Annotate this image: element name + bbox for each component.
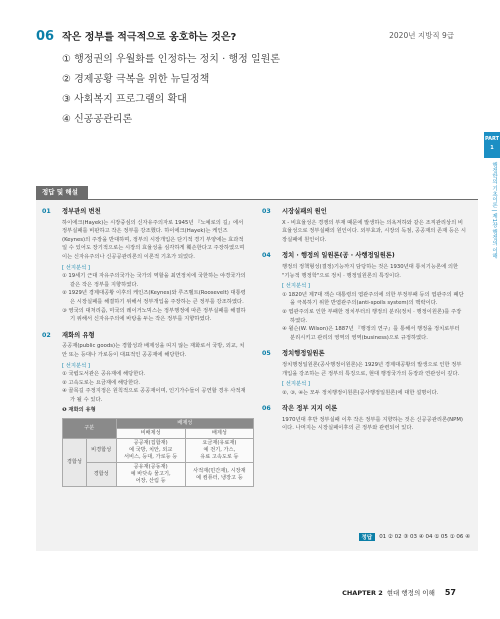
sub-label: [ 선지분석 ] (282, 381, 310, 388)
section-05 (262, 350, 466, 397)
list-item: ① 1820년 제7대 잭슨 대통령의 엽관주의에 의한 부정부패 등의 엽관주의 폐단을 극복하기 위한 반엽관주의(anti-spoils system)의 맥락이다. (282, 291, 464, 307)
table-row (63, 463, 254, 487)
answer-area (36, 199, 478, 551)
table-header-group: 구분 (63, 419, 117, 439)
section-body: 공공재(public goods)는 경합성과 배제성을 띠지 않는 재화로서 국방, 외교, 치안 또는 등대나 가로등이 대표적인 공공재에 해당한다. (62, 343, 245, 358)
section-02 (42, 332, 246, 487)
page-number: 57 (444, 588, 456, 597)
question-number: 06 (36, 29, 55, 44)
table-cell: 사적재(민간재), 시장재 예 컴퓨터, 냉장고 등 (185, 463, 253, 487)
part-side-text: 행정학의 기초이론 | 제1장 행정의 이해 (491, 162, 497, 259)
section-body: X - 비효율성은 경쟁의 부재 때문에 발생하는 의욕저하와 같은 조직관리상의 비효율성으로 정부실패의 원인이다. 외부효과, 시장의 독점, 공공재의 존재 등은 시장실패에 원인이다. (282, 219, 466, 243)
section-01 (42, 208, 246, 324)
question-source: 2020년 지방직 9급 (389, 31, 454, 40)
goods-table (62, 418, 254, 487)
section-title: 재화의 유형 (62, 331, 95, 339)
option-3[interactable]: ③ 사회복지 프로그램의 확대 (62, 94, 187, 105)
list-item: ④ 윌슨(W. Wilson)은 1887년 『행정의 연구』를 통해서 행정을 정치로부터 분리시키고 관리의 영역의 영역(business)으로 규정하였다. (282, 326, 460, 341)
table-row (63, 439, 254, 463)
answer-key (359, 533, 470, 541)
table-cell: 공공재(집합재) 예 국방, 치안, 외교 서비스, 등대, 가로등 등 (116, 439, 185, 463)
list-item: ① 국립도서관은 공유재에 해당한다. (62, 371, 146, 378)
table-row-group: 경합성 (63, 439, 87, 487)
table-col-header: 비배제성 (116, 429, 185, 439)
section-number: 06 (262, 405, 271, 413)
answer-key-text: 01 ② 02 ③ 03 ④ 04 ① 05 ① 06 ④ (379, 534, 470, 540)
footer-title: 현대 행정의 이해 (386, 589, 435, 597)
section-title: 정치행정일원론 (282, 350, 325, 358)
section-04 (262, 252, 466, 342)
table-row-label: 비경합성 (86, 439, 116, 463)
section-body: 하이에크(Hayek)는 시장중심의 신자유주의자로 1945년 『노예로의 길』에서 정부실패를 비판하고 작은 정부를 강조했다. 하이에크(Hayek)는 케인즈(Keynes)의 주장을 반대하며, 정부의 시장개입은 단기적 경기 부양에는 효과적일 수 있어도 장기적으로는 시장의 효율성을 심각하게 훼손한다고 주장하였으며 이는 신자유주의나 신공공관리론의 이론적 기초가 되었다. (62, 219, 245, 260)
section-body: 정치행정일원론(공사행정이원론)은 1929년 경제대공황의 발생으로 인한 정부개입을 강조하는 큰 정부의 특징으로, 현대 행정국가의 등장과 연관성이 깊다. (282, 361, 462, 377)
section-03 (262, 208, 466, 244)
page-footer (342, 588, 456, 597)
section-title: 정치 · 행정의 일원론(공 · 사행정일원론) (282, 252, 395, 260)
left-column (42, 208, 246, 495)
list-item: ② 1929년 경제대공황 이후의 케인즈(Keynes)와 루즈벨트(Roosevelt) 대통령은 시장실패를 해결하기 위해서 정부개입을 주장하는 큰 정부를 강조하였다. (62, 290, 246, 305)
section-number: 03 (262, 208, 271, 215)
answer-label: 정답 및 해설 (36, 186, 88, 199)
option-4[interactable]: ④ 신공공관리론 (62, 114, 133, 125)
section-number: 02 (42, 331, 51, 339)
table-cell: 요금재(유료재) 예 전기, 가스, 유료 고속도로 등 (185, 439, 253, 463)
table-title: ❶ 재화의 유형 (62, 407, 96, 414)
list-item: ① 19세기 근대 자유주의국가는 국가의 역할을 최연정치에 국한하는 야경국가의 같은 작은 정부를 지향하였다. (62, 273, 246, 288)
list-item: ③ 영국의 대처리즘, 미국의 레이거노믹스는 정부행정에 따른 정부실패를 해결하기 위해서 신자유주의에 바탕을 두는 작은 정부를 지향하였다. (62, 307, 246, 323)
question-options (62, 50, 456, 130)
table-cell: 공유재(공동재) 예 바닷속 물고기, 어장, 산림 등 (116, 463, 185, 487)
sub-label: [ 선지분석 ] (282, 283, 310, 290)
list-item: ④ 골목길 주정지정은 원칙적으로 공공재이며, 인기가수들이 공연할 경우 사적재가 될 수 있다. (62, 388, 246, 403)
right-column (262, 208, 466, 441)
section-body: 1970년대 후반 정부실패 이후 작은 정부를 지향하는 것은 신공공관리론(NPM)이다. 나머지는 시장실패이후의 큰 정부와 관련되어 있다. (282, 416, 463, 432)
option-2[interactable]: ② 경제공황 극복을 위한 뉴딜정책 (62, 74, 210, 85)
part-tab: PART 1 (484, 132, 500, 158)
list-item: ② 고속도로는 요금재에 해당한다. (62, 379, 141, 386)
table-col-group: 배제성 (116, 419, 254, 429)
option-1[interactable]: ① 행정권의 우월화를 인정하는 정치 · 행정 일원론 (62, 54, 280, 65)
question-text: 작은 정부를 적극적으로 옹호하는 것은? (62, 32, 237, 43)
section-title: 정부관의 변천 (62, 208, 101, 215)
footer-chapter: CHAPTER 2 (342, 588, 383, 597)
section-number: 01 (42, 208, 51, 215)
section-06 (262, 405, 466, 433)
section-number: 04 (262, 252, 271, 260)
section-title: 작은 정부 지지 이론 (282, 405, 338, 413)
list-item: ② 엽관주의로 인한 부패한 정치부터의 행정의 분리(정치 · 행정이원론)를 주장하였다. (282, 308, 462, 324)
section-title: 시장실패의 원인 (282, 208, 327, 215)
section-number: 05 (262, 350, 271, 358)
table-col-header: 배제성 (185, 429, 253, 439)
table-row-label: 경합성 (86, 463, 116, 487)
question-block (36, 28, 456, 130)
list-item: ②, ③, ④는 모두 정치행정이원론(공사행정일원론)에 대한 설명이다. (282, 389, 439, 396)
sub-label: [ 선지분석 ] (62, 264, 90, 271)
section-body: 행정의 정책형성(결정)기능까지 담당하는 것은 1930년대 통치기능론에 의한 "기능적 행정학"으로 정치 · 행정일원론의 특징이다. (282, 263, 459, 279)
answer-key-badge: 정답 (359, 533, 376, 541)
sub-label: [ 선지분석 ] (62, 362, 90, 369)
